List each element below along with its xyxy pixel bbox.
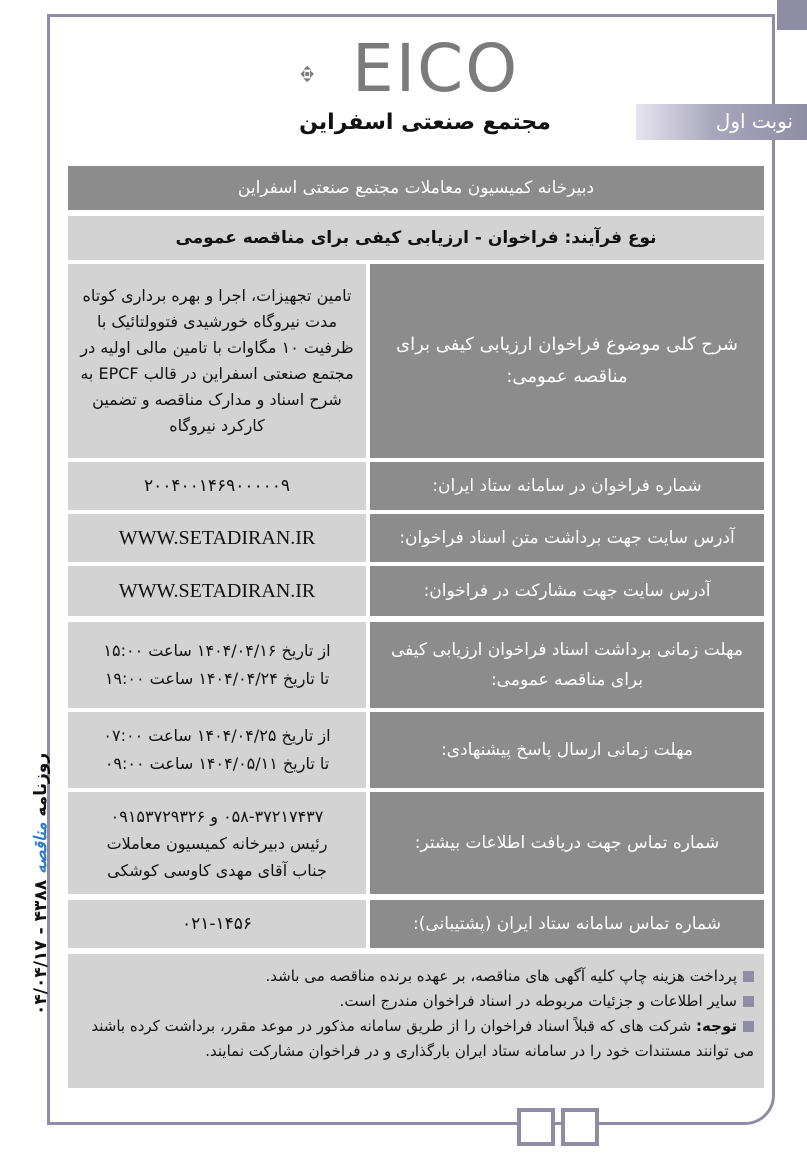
table-row <box>68 566 764 616</box>
table-row <box>68 900 764 948</box>
value-line: تا تاریخ ۱۴۰۴/۰۴/۲۴ ساعت ۱۹:۰۰ <box>104 669 330 688</box>
row-label: شماره فراخوان در سامانه ستاد ایران: <box>370 462 764 510</box>
value-line: ۰۵۸-۳۷۲۱۷۴۳۷ و ۰۹۱۵۳۷۲۹۳۲۶ <box>110 806 324 826</box>
row-value: ۲۰۰۴۰۰۱۴۶۹۰۰۰۰۰۹ <box>68 462 366 510</box>
decor-square-icon <box>561 1108 599 1146</box>
table-row <box>68 264 764 458</box>
row-label: شماره تماس جهت دریافت اطلاعات بیشتر: <box>370 792 764 894</box>
table-title: دبیرخانه کمیسیون معاملات مجتمع صنعتی اسفراین <box>68 166 764 210</box>
org-name: مجتمع صنعتی اسفراین <box>299 110 551 135</box>
table-row <box>68 462 764 510</box>
row-label: مهلت زمانی برداشت اسناد فراخوان ارزیابی کیفی برای مناقصه عمومی: <box>370 622 764 708</box>
bottom-decoration <box>505 1108 603 1152</box>
bullet-square-icon <box>743 996 754 1007</box>
note-item <box>78 989 754 1014</box>
note-text: شرکت های که قبلاً اسناد فراخوان را از طریق سامانه مذکور در موعد مقرر، برداشت کرده باشند می توانند مستندات خود را در سامانه ستاد ایران بارگذاری و در فراخوان مشارکت نمایند. <box>91 1017 754 1060</box>
row-value: ۰۲۱-۱۴۵۶ <box>68 900 366 948</box>
table-row <box>68 514 764 562</box>
corner-tab <box>777 0 807 30</box>
value-line: جناب آقای مهدی کاوسی کوشکی <box>107 860 327 880</box>
note-text: پرداخت هزینه چاپ کلیه آگهی های مناقصه، بر عهده برنده مناقصه می باشد. <box>265 967 737 985</box>
row-label: آدرس سایت جهت مشارکت در فراخوان: <box>370 566 764 616</box>
row-value <box>68 792 366 894</box>
table-row <box>68 622 764 708</box>
row-value-link[interactable]: WWW.SETADIRAN.IR <box>68 514 366 562</box>
table-subtitle: نوع فرآیند: فراخوان - ارزیابی کیفی برای مناقصه عمومی <box>68 216 764 260</box>
table-row <box>68 792 764 894</box>
row-label: شرح کلی موضوع فراخوان ارزیابی کیفی برای مناقصه عمومی: <box>370 264 764 458</box>
row-label: آدرس سایت جهت برداشت متن اسناد فراخوان: <box>370 514 764 562</box>
round-badge <box>636 104 807 140</box>
notes-box <box>68 954 764 1088</box>
note-label: توجه: <box>696 1017 737 1035</box>
newspaper-brand: مناقصه <box>31 822 51 874</box>
value-line: از تاریخ ۱۴۰۴/۰۴/۲۵ ساعت ۰۷:۰۰ <box>103 726 331 745</box>
logo-text: EICO <box>352 30 520 107</box>
table-row <box>68 712 764 788</box>
decor-square-icon <box>517 1108 555 1146</box>
value-line: تا تاریخ ۱۴۰۴/۰۵/۱۱ ساعت ۰۹:۰۰ <box>104 754 330 773</box>
row-label: مهلت زمانی ارسال پاسخ پیشنهادی: <box>370 712 764 788</box>
round-badge-label: نوبت اول <box>715 109 793 133</box>
row-value <box>68 712 366 788</box>
value-line: از تاریخ ۱۴۰۴/۰۴/۱۶ ساعت ۱۵:۰۰ <box>103 641 331 660</box>
newspaper-issue: ۴۳۸۸ - ۰۴/۰۴/۱۷ <box>31 879 51 1015</box>
note-item <box>78 1014 754 1064</box>
note-text: سایر اطلاعات و جزئیات مربوطه در اسناد فراخوان مندرج است. <box>339 992 737 1010</box>
row-value: تامین تجهیزات، اجرا و بهره برداری کوتاه مدت نیروگاه خورشیدی فتوولتائیک با ظرفیت ۱۰ مگاوات با تامین مالی اولیه در مجتمع صنعتی اسفراین در قالب EPCF به شرح اسناد و مدارک مناقصه و تضمین کارکرد نیروگاه <box>68 264 366 458</box>
bullet-square-icon <box>743 1021 754 1032</box>
row-label: شماره تماس سامانه ستاد ایران (پشتیبانی): <box>370 900 764 948</box>
eico-logo-icon <box>300 38 360 110</box>
row-value-link[interactable]: WWW.SETADIRAN.IR <box>68 566 366 616</box>
bullet-square-icon <box>743 971 754 982</box>
row-value <box>68 622 366 708</box>
newspaper-prefix: روزنامه <box>31 752 51 817</box>
value-line: رئیس دبیرخانه کمیسیون معاملات <box>106 833 328 853</box>
note-item <box>78 964 754 989</box>
newspaper-reference <box>31 753 51 1015</box>
